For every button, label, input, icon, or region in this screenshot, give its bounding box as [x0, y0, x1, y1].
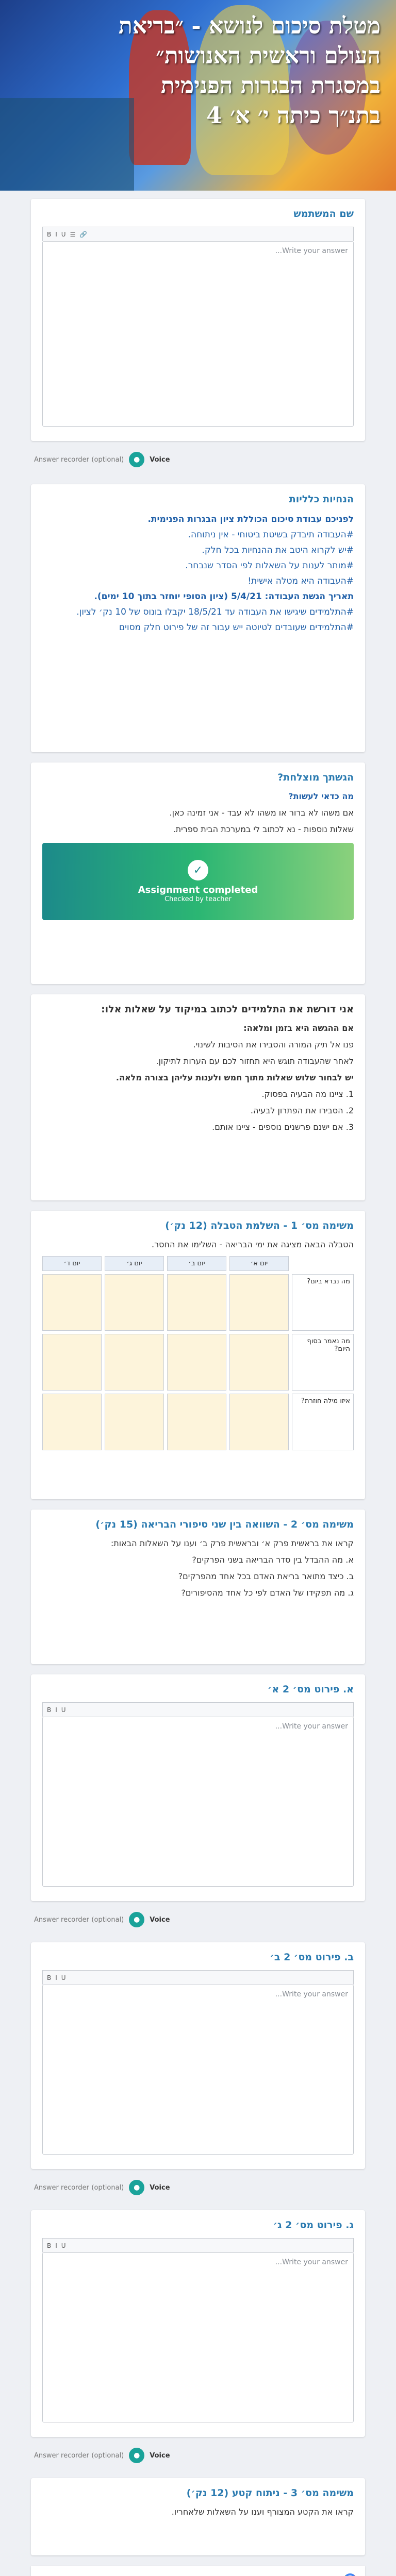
- grid-row-header: איזו מילה חוזרת?: [292, 1394, 354, 1450]
- banner-title: Assignment completed: [138, 885, 258, 895]
- mic-icon[interactable]: ●: [129, 2448, 144, 2463]
- underline-icon[interactable]: U: [61, 1706, 66, 1714]
- bold-icon[interactable]: B: [47, 2242, 52, 2249]
- notes-line: 3. אם ישנם פרשנים נוספים - ציינו אותם.: [212, 1122, 354, 1132]
- notes-line: 2. הסבירו את הפתרון לבעיה.: [250, 1106, 354, 1115]
- answer-grid: [42, 1256, 354, 1450]
- instructions-card: [31, 484, 365, 752]
- recorder-label: Answer recorder (optional): [34, 455, 124, 464]
- sub-question-title: ב. פירוט מס׳ 2 ב׳: [270, 1952, 354, 1963]
- grid-cell-input[interactable]: [167, 1394, 226, 1450]
- voice-button-label[interactable]: Voice: [150, 1916, 170, 1924]
- drive-embed-header[interactable]: [31, 2566, 365, 2576]
- compare-line: ב. כיצד מתואר בריאת האדם בכל אחד מהפרקים?: [178, 1571, 354, 1581]
- grid-col-header: יום א׳: [229, 1256, 289, 1271]
- instruction-line: לפניכם עבודת סיכום הכוללת ציון הבגרות הפנימית.: [147, 514, 354, 524]
- analysis-question-card: [31, 2478, 365, 2555]
- compare-line: קראו את בראשית פרק א׳ ובראשית פרק ב׳ וענו על השאלות הבאות:: [110, 1538, 354, 1548]
- grid-cell-input[interactable]: [229, 1394, 289, 1450]
- grid-col-header: יום ג׳: [105, 1256, 164, 1271]
- grid-col-header: יום ב׳: [167, 1256, 226, 1271]
- voice-button-label[interactable]: Voice: [150, 2451, 170, 2460]
- table-question-intro: הטבלה הבאה מציגה את ימי הבריאה - השלימו את החסר.: [151, 1240, 354, 1249]
- recorder-label: Answer recorder (optional): [34, 2183, 124, 2192]
- grid-cell-input[interactable]: [229, 1274, 289, 1331]
- list-icon[interactable]: ☰: [70, 230, 76, 238]
- analysis-question-title: משימה מס׳ 3 - ניתוח קטע (12 נק׳): [186, 2487, 354, 2499]
- grid-cell-input[interactable]: [105, 1334, 164, 1391]
- answer-recorder: [31, 1906, 365, 1933]
- grid-col-header: יום ד׳: [42, 1256, 102, 1271]
- instruction-line: #העבודה תיבדק בשיטת ביטוחי - אין ניתוחה.: [188, 530, 354, 540]
- answer-input[interactable]: Write your answer...: [42, 1985, 354, 2155]
- grid-cell-input[interactable]: [167, 1334, 226, 1391]
- recorder-label: Answer recorder (optional): [34, 1916, 124, 1924]
- answer-input[interactable]: Write your answer...: [42, 241, 354, 427]
- notes-title: אני דורשת את התלמידים לכתוב במיקוד על שאלות אלו:: [101, 1004, 354, 1015]
- answer-input[interactable]: Write your answer...: [42, 2252, 354, 2422]
- instruction-line: תאריך הגשת העבודה: 5/4/21 (ציון הסופי יוחזר בתוך 10 ימים).: [94, 591, 354, 602]
- answer-input[interactable]: Write your answer...: [42, 1717, 354, 1887]
- answer-recorder: [31, 2442, 365, 2469]
- italic-icon[interactable]: I: [55, 1706, 57, 1714]
- notes-line: 1. ציינו מה הבעיה בפסוק.: [261, 1089, 354, 1099]
- completion-banner: [42, 843, 354, 920]
- grid-cell-input[interactable]: [105, 1274, 164, 1331]
- grid-row-header: מה נברא ביום?: [292, 1274, 354, 1331]
- info-line: מה כדאי לעשות?: [288, 791, 354, 801]
- mic-icon[interactable]: ●: [129, 452, 144, 467]
- info-line: שאלות נוספות - נא לכתוב לי במערכת הבית ספרית.: [173, 824, 354, 834]
- recorder-label: Answer recorder (optional): [34, 2451, 124, 2460]
- answer-recorder: [31, 446, 365, 473]
- italic-icon[interactable]: I: [55, 1974, 57, 1981]
- link-icon[interactable]: 🔗: [79, 230, 88, 238]
- table-question-title: משימה מס׳ 1 - השלמת הטבלה (12 נק׳): [165, 1220, 354, 1231]
- grid-cell-input[interactable]: [42, 1274, 102, 1331]
- banner-subtitle: Checked by teacher: [164, 895, 232, 903]
- editor-toolbar[interactable]: [42, 227, 354, 241]
- editor-toolbar[interactable]: [42, 1702, 354, 1717]
- grid-cell-input[interactable]: [42, 1334, 102, 1391]
- grid-cell-input[interactable]: [229, 1334, 289, 1391]
- compare-question-title: משימה מס׳ 2 - השוואה בין שני סיפורי הבריאה (15 נק׳): [95, 1519, 354, 1530]
- underline-icon[interactable]: U: [61, 2242, 66, 2249]
- google-drive-icon: [343, 2573, 357, 2576]
- header-banner: [0, 0, 396, 191]
- voice-button-label[interactable]: Voice: [150, 455, 170, 464]
- mic-icon[interactable]: ●: [129, 1912, 144, 1927]
- sub-question-title: א. פירוט מס׳ 2 א׳: [267, 1684, 354, 1695]
- sub-question-a: [31, 1674, 365, 1901]
- question-title: שם המשתמש: [293, 208, 354, 219]
- grid-row-header: מה נאמר בסוף היום?: [292, 1334, 354, 1391]
- instruction-line: #העבודה היא מטלה אישית!: [248, 576, 354, 586]
- bold-icon[interactable]: B: [47, 230, 52, 238]
- italic-icon[interactable]: I: [55, 2242, 57, 2249]
- sub-question-c: [31, 2210, 365, 2437]
- editor-toolbar[interactable]: [42, 2238, 354, 2252]
- grid-cell-input[interactable]: [167, 1274, 226, 1331]
- info-title: הגשתך מוצלחת?: [277, 772, 354, 783]
- instructions-title: הנחיות כלליות: [289, 494, 354, 505]
- underline-icon[interactable]: U: [61, 1974, 66, 1981]
- sub-question-title: ג. פירוט מס׳ 2 ג׳: [273, 2219, 354, 2231]
- sub-question-b: [31, 1942, 365, 2169]
- answer-recorder: [31, 2174, 365, 2201]
- editor-toolbar[interactable]: [42, 1970, 354, 1985]
- grid-cell-input[interactable]: [42, 1394, 102, 1450]
- notes-line: יש לבחור שלוש שאלות מתוך חמש ולענות עליהן בצורה מלאה.: [116, 1073, 354, 1082]
- compare-question-card: [31, 1510, 365, 1664]
- mic-icon[interactable]: ●: [129, 2180, 144, 2195]
- notes-line: פנו אל תיק המורה והסבירו את הסיבות לשינוי.: [193, 1040, 354, 1049]
- instruction-line: #מותר לענות על השאלות לפי הסדר שנבחר.: [185, 561, 354, 571]
- bold-icon[interactable]: B: [47, 1974, 52, 1981]
- notes-line: לאחר שהעבודה תוגש היא תחזור לכם עם הערות לתיקון.: [156, 1056, 354, 1066]
- compare-line: א. מה ההבדל בין סדר הבריאה בשני הפרקים?: [192, 1555, 354, 1565]
- notes-card: [31, 994, 365, 1200]
- info-line: אם משהו לא ברור או משהו לא עבד - אני זמינה כאן.: [169, 808, 354, 818]
- bold-icon[interactable]: B: [47, 1706, 52, 1714]
- info-card: [31, 762, 365, 984]
- compare-line: ג. מה תפקידו של האדם לפי כל אחד מהסיפורים?: [181, 1588, 354, 1598]
- underline-icon[interactable]: U: [61, 230, 66, 238]
- question-card-username: [31, 199, 365, 441]
- instruction-line: #יש לקרוא היטב את ההנחיות בכל חלק.: [202, 545, 354, 555]
- notes-line: אם ההגשה היא בזמן ומלאה:: [243, 1023, 354, 1033]
- check-icon: ✓: [188, 860, 208, 880]
- instruction-line: #התלמידים שיגישו את העבודה עד 18/5/21 יקבלו בונוס של 10 נק׳ לציון.: [76, 607, 354, 617]
- analysis-line: קראו את הקטע המצורף וענו על השאלות שלאחריו.: [171, 2507, 354, 2517]
- grid-cell-input[interactable]: [105, 1394, 164, 1450]
- page-title: מטלת סיכום לנושא - ״בריאת העולם וראשית האנושות״ במסגרת הבגרות הפנימית בתנ״ך כיתה י׳ א׳ 4: [118, 13, 381, 129]
- italic-icon[interactable]: I: [55, 230, 57, 238]
- table-question-card: [31, 1211, 365, 1499]
- instruction-line: #התלמידים שעובדים לטיוטה ייש עבור זה של פירוט חלק מסוים: [119, 622, 354, 633]
- voice-button-label[interactable]: Voice: [150, 2183, 170, 2192]
